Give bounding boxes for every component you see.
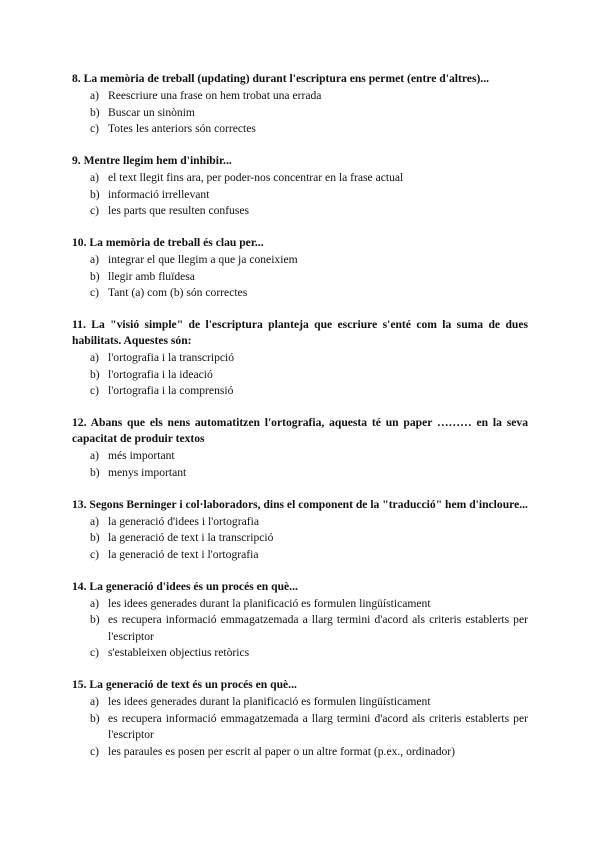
option-text: menys important bbox=[108, 465, 187, 479]
option-letter: c) bbox=[90, 646, 100, 659]
question-9 bbox=[72, 153, 528, 220]
option-letter: b) bbox=[90, 367, 100, 381]
option-letter: b) bbox=[90, 105, 100, 119]
option-letter: a) bbox=[90, 695, 100, 708]
option-text: Tant (a) com (b) són correctes bbox=[108, 286, 248, 299]
option-letter: a) bbox=[90, 596, 100, 610]
option-letter: c) bbox=[90, 122, 100, 135]
option-b bbox=[72, 465, 528, 482]
option-c bbox=[72, 744, 528, 761]
option-text: la generació d'idees i l'ortografia bbox=[108, 514, 259, 528]
option-a bbox=[72, 88, 528, 105]
option-c bbox=[72, 121, 528, 138]
question-10 bbox=[72, 235, 528, 302]
option-text: Buscar un sinònim bbox=[108, 105, 195, 119]
option-letter: b) bbox=[90, 711, 100, 725]
option-text: la generació de text i la transcripció bbox=[108, 531, 274, 544]
option-c bbox=[72, 203, 528, 220]
option-list bbox=[72, 170, 528, 220]
question-stem: 12. Abans que els nens automatitzen l'ortografia, aquesta té un paper ……… en la seva capacitat de produir textos bbox=[72, 416, 528, 445]
option-text: llegir amb fluïdesa bbox=[108, 269, 195, 283]
option-text: les parts que resulten confuses bbox=[108, 204, 250, 217]
option-b bbox=[72, 367, 528, 384]
option-letter: c) bbox=[90, 204, 100, 217]
option-letter: c) bbox=[90, 744, 100, 758]
option-b bbox=[72, 269, 528, 286]
option-letter: a) bbox=[90, 351, 100, 364]
option-a bbox=[72, 448, 528, 465]
option-text: Reescriure una frase on hem trobat una errada bbox=[108, 89, 322, 102]
option-b bbox=[72, 105, 528, 122]
option-text: les idees generades durant la planificació es formulen lingüísticament bbox=[108, 695, 431, 708]
option-letter: a) bbox=[90, 171, 100, 184]
option-a bbox=[72, 252, 528, 269]
option-letter: b) bbox=[90, 269, 100, 283]
question-15 bbox=[72, 677, 528, 760]
option-list bbox=[72, 448, 528, 481]
option-text: més important bbox=[108, 449, 175, 462]
question-stem: 10. La memòria de treball és clau per... bbox=[72, 236, 264, 249]
option-b bbox=[72, 530, 528, 547]
option-letter: b) bbox=[90, 613, 100, 626]
option-list bbox=[72, 596, 528, 662]
question-12 bbox=[72, 415, 528, 481]
option-text: la generació de text i l'ortografia bbox=[108, 547, 259, 561]
option-a bbox=[72, 694, 528, 711]
option-text: Totes les anteriors són correctes bbox=[108, 122, 256, 135]
option-text: el text llegit fins ara, per poder-nos concentrar en la frase actual bbox=[108, 171, 404, 184]
option-letter: b) bbox=[90, 187, 100, 201]
option-text: informació irrellevant bbox=[108, 187, 210, 201]
question-stem: 9. Mentre llegim hem d'inhibir... bbox=[72, 154, 232, 167]
option-b bbox=[72, 612, 528, 645]
question-stem: 11. La "visió simple" de l'escriptura planteja que escriure s'enté com la suma de dues habilitats. Aquestes són: bbox=[72, 318, 528, 347]
option-text: es recupera informació emmagatzemada a llarg termini d'acord als criteris establerts per l'escriptor bbox=[108, 613, 528, 643]
option-letter: c) bbox=[90, 547, 100, 561]
option-a bbox=[72, 514, 528, 531]
question-8 bbox=[72, 71, 528, 138]
option-list bbox=[72, 350, 528, 400]
option-c bbox=[72, 645, 528, 662]
option-list bbox=[72, 694, 528, 760]
question-stem: 14. La generació d'idees és un procés en què... bbox=[72, 579, 298, 593]
option-letter: a) bbox=[90, 449, 100, 462]
option-c bbox=[72, 383, 528, 400]
option-text: l'ortografia i la ideació bbox=[108, 367, 213, 381]
option-letter: a) bbox=[90, 89, 100, 102]
option-text: integrar el que llegim a que ja coneixiem bbox=[108, 253, 298, 266]
option-text: s'estableixen objectius retòrics bbox=[108, 646, 250, 659]
option-letter: c) bbox=[90, 286, 100, 299]
option-text: l'ortografia i la transcripció bbox=[108, 351, 235, 364]
option-letter: c) bbox=[90, 384, 100, 397]
question-stem: 13. Segons Berninger i col·laboradors, dins el component de la "traducció" hem d'incloure... bbox=[72, 497, 528, 511]
option-text: l'ortografia i la comprensió bbox=[108, 384, 234, 397]
option-text: les idees generades durant la planificació es formulen lingüísticament bbox=[108, 596, 431, 610]
question-13 bbox=[72, 497, 528, 564]
option-b bbox=[72, 187, 528, 204]
option-c bbox=[72, 547, 528, 564]
option-letter: b) bbox=[90, 465, 100, 479]
option-list bbox=[72, 88, 528, 138]
option-letter: b) bbox=[90, 531, 100, 544]
option-letter: a) bbox=[90, 253, 100, 266]
option-a bbox=[72, 596, 528, 613]
option-c bbox=[72, 285, 528, 302]
option-a bbox=[72, 170, 528, 187]
question-11 bbox=[72, 317, 528, 400]
question-stem: 15. La generació de text és un procés en què... bbox=[72, 678, 297, 691]
option-text: les paraules es posen per escrit al paper o un altre format (p.ex., ordinador) bbox=[108, 744, 456, 758]
option-letter: a) bbox=[90, 514, 100, 528]
option-b bbox=[72, 711, 528, 744]
option-list bbox=[72, 252, 528, 302]
option-list bbox=[72, 514, 528, 564]
option-a bbox=[72, 350, 528, 367]
question-stem: 8. La memòria de treball (updating) durant l'escriptura ens permet (entre d'altres)... bbox=[72, 72, 490, 85]
question-14 bbox=[72, 579, 528, 662]
option-text: es recupera informació emmagatzemada a llarg termini d'acord als criteris establerts per l'escriptor bbox=[108, 711, 528, 741]
